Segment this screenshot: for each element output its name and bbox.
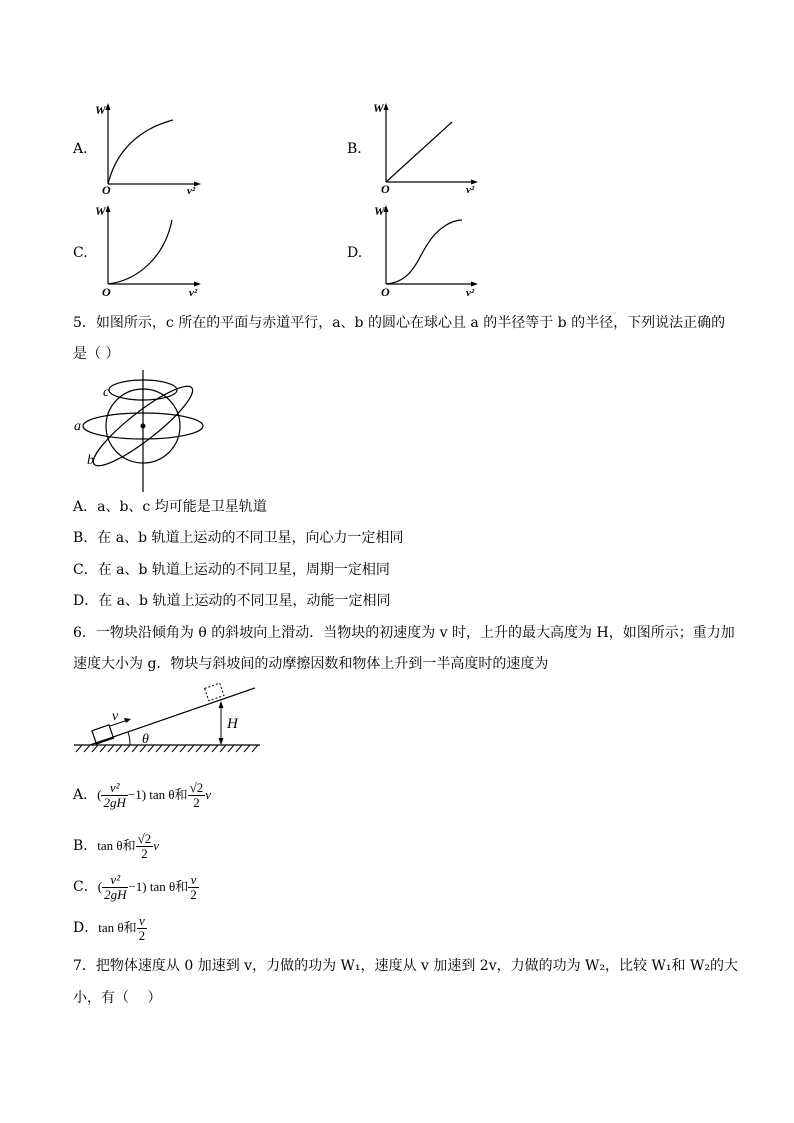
graph-d-origin: O [381,285,390,299]
q6-option-d: D．tan θ和 $\frac{v}{2}$ [73,912,146,943]
q5-option-c: C．在 a、b 轨道上运动的不同卫星，周期一定相同 [73,562,390,578]
graph-d-xlabel: v² [466,287,475,299]
graph-c-origin: O [102,285,111,299]
graph-b-origin: O [381,182,390,195]
graph-a-xlabel: v² [187,185,196,195]
q6-option-c: C．( $\frac{\text{v²}}{2gH}$ −1) tan θ和 $\frac{v}{2}$ [73,871,197,902]
q5-option-a: A．a、b、c 均可能是卫星轨道 [73,499,267,515]
q7-stem-line2: 小，有（ ） [73,990,162,1006]
q5-option-d: D．在 a、b 轨道上运动的不同卫星，动能一定相同 [73,593,391,609]
graph-c-ylabel: W [95,204,106,218]
graph-a [95,100,205,195]
graph-b-ylabel: W [373,101,384,115]
graph-c-xlabel: v² [189,287,198,299]
graph-d [372,200,482,300]
curve-c [108,220,172,284]
label-v: v [112,709,119,724]
incline-figure [70,680,270,758]
curve-d [386,220,462,284]
option-a-letter: A. [73,141,88,157]
graph-b [372,98,482,195]
q6-stem-line1: 6．一物块沿倾角为 θ 的斜坡向上滑动．当物块的初速度为 v 时，上升的最大高度为 H，如图所示；重力加 [73,625,735,641]
q6-option-b: B．tan θ和 $\frac{√2}{2}$ v [73,830,160,861]
option-b-letter: B. [347,141,362,157]
orbit-figure [70,368,240,494]
q6-option-a: A．( $\frac{\text{v²}}{2gH}$ −1) tan θ和 $\frac{√2}{2}$ v [73,779,212,810]
label-c: c [103,385,110,400]
curve-a [108,120,173,184]
label-H: H [227,716,238,732]
label-a: a [74,419,81,434]
graph-a-ylabel: W [95,103,106,117]
option-c-letter: C. [73,245,88,261]
q7-stem-line1: 7．把物体速度从 0 加速到 v，力做的功为 W₁，速度从 v 加速到 2v，力做的功为 W₂，比较 W₁和 W₂的大 [73,958,738,974]
graph-a-origin: O [102,183,111,195]
graph-c [95,200,205,300]
label-theta: θ [142,732,149,747]
graph-b-xlabel: v² [466,184,475,195]
curve-b [386,122,452,182]
option-d-letter: D. [347,245,363,261]
q5-option-b: B．在 a、b 轨道上运动的不同卫星，向心力一定相同 [73,530,404,546]
q5-stem-line2: 是（ ） [73,346,120,362]
q6-stem-line2: 速度大小为 g．物块与斜坡间的动摩擦因数和物体上升到一半高度时的速度为 [73,656,549,672]
graph-d-ylabel: W [374,204,385,218]
label-b: b [87,453,94,468]
q5-stem-line1: 5．如图所示，c 所在的平面与赤道平行，a、b 的圆心在球心且 a 的半径等于 b 的半径，下列说法正确的 [73,315,726,331]
